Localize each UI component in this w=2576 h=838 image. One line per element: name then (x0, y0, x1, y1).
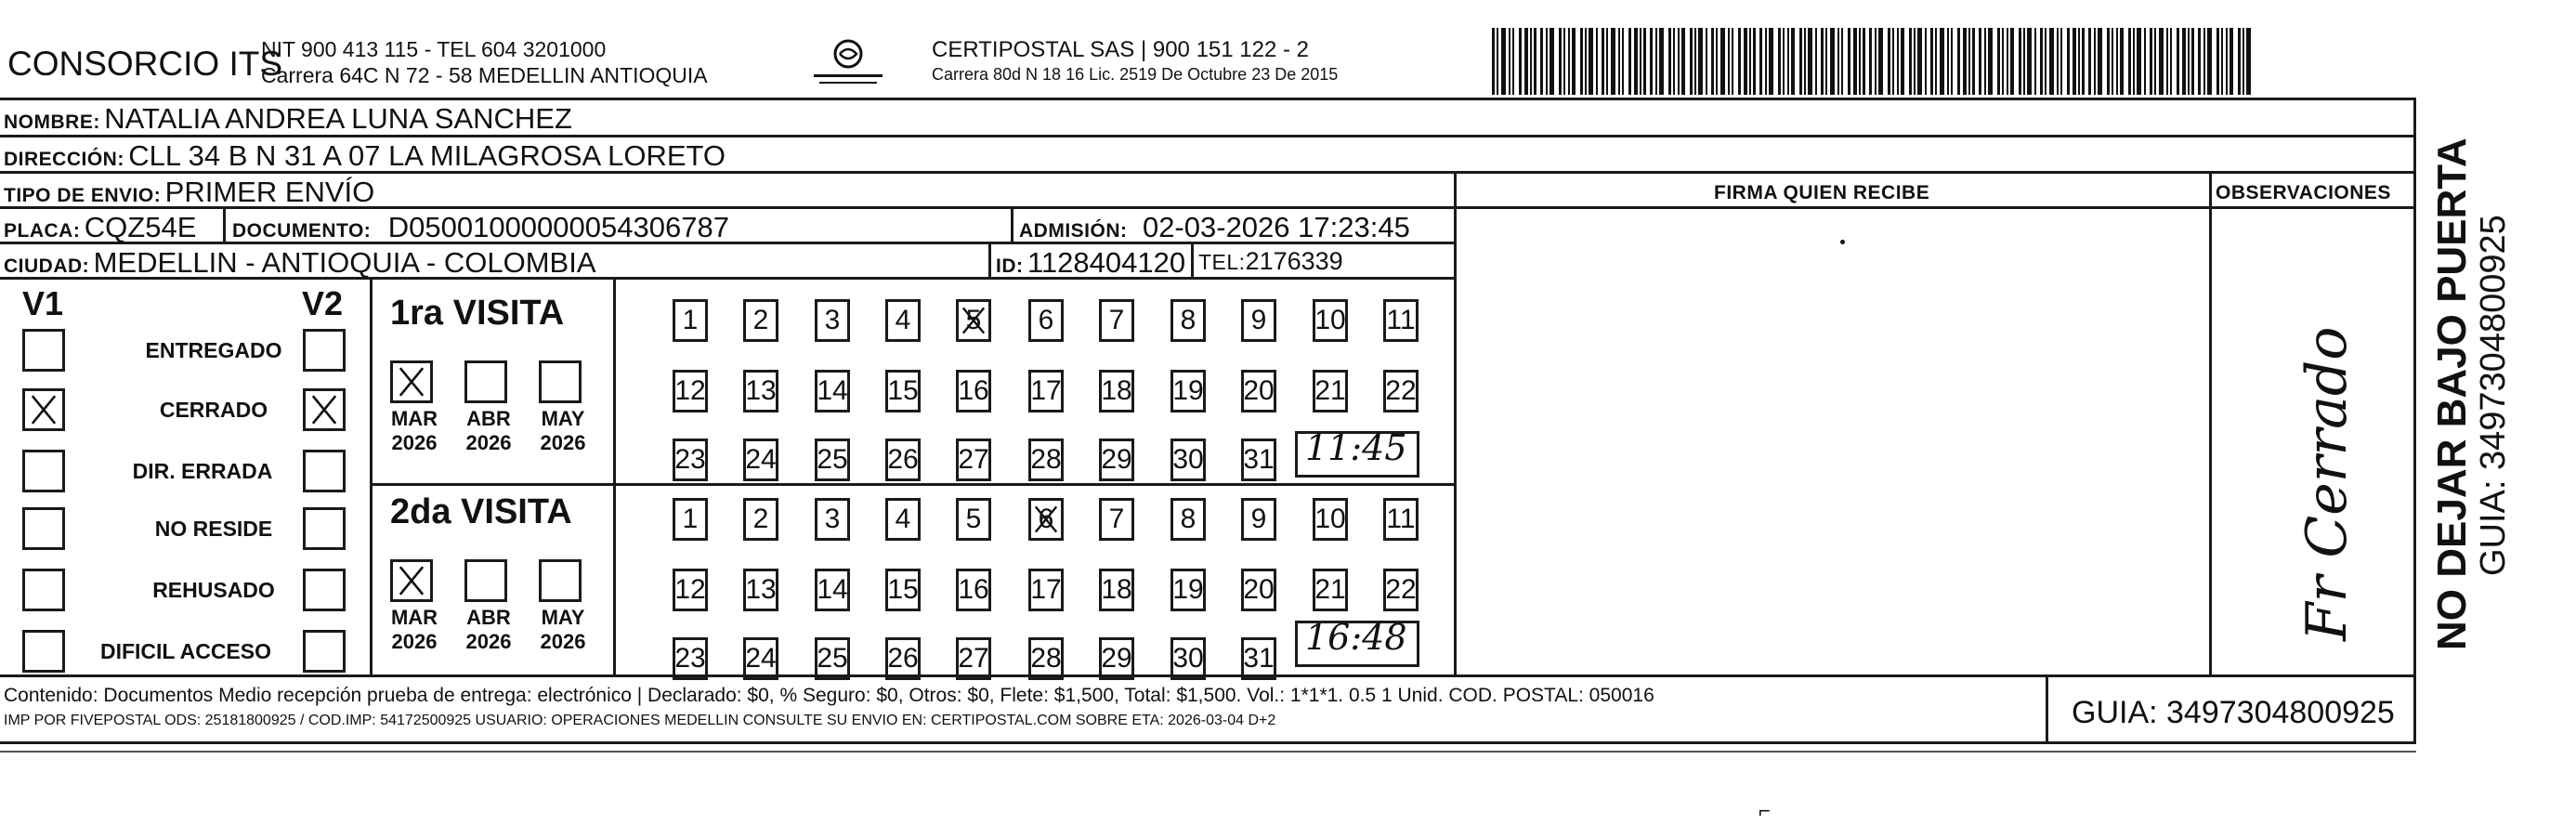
day-box[interactable] (1170, 299, 1206, 342)
nombre-value: NATALIA ANDREA LUNA SANCHEZ (104, 102, 572, 135)
day-box[interactable] (1170, 439, 1206, 481)
day-box[interactable] (1028, 299, 1064, 342)
company-address: Carrera 64C N 72 - 58 MEDELLIN ANTIOQUIA (261, 63, 708, 87)
day-number: 19 (1172, 574, 1204, 605)
day-box[interactable] (1313, 498, 1348, 541)
direccion-row (4, 139, 726, 173)
day-number: 8 (1180, 504, 1196, 534)
day-box[interactable] (743, 569, 778, 611)
day-box[interactable] (1099, 498, 1134, 541)
day-check-mark (959, 302, 988, 339)
day-number: 21 (1314, 574, 1346, 605)
day-number: 6 (1038, 504, 1054, 534)
day-number: 27 (958, 643, 989, 674)
status-checkbox-v1[interactable] (22, 450, 65, 492)
day-box[interactable] (1028, 498, 1064, 541)
day-box[interactable] (815, 498, 850, 541)
documento-label: DOCUMENTO: (232, 220, 372, 242)
day-box[interactable] (956, 569, 991, 611)
day-number: 19 (1172, 375, 1204, 406)
day-number: 10 (1314, 504, 1346, 534)
observaciones-handwritten: Fr Cerrado (2295, 326, 2360, 641)
day-check-mark (1031, 501, 1061, 538)
day-number: 24 (745, 643, 777, 674)
day-number: 22 (1385, 375, 1417, 406)
day-number: 20 (1243, 375, 1275, 406)
placa-value: CQZ54E (84, 211, 197, 243)
side-guia: GUIA: 3497304800925 (2474, 215, 2513, 576)
firma-mark (1840, 240, 1845, 244)
day-number: 5 (965, 504, 982, 534)
month-checkbox[interactable] (464, 559, 507, 602)
documento-cell (232, 211, 729, 244)
direccion-label: DIRECCIÓN: (4, 149, 124, 170)
day-number: 3 (824, 504, 841, 534)
day-number: 29 (1101, 444, 1132, 475)
day-number: 25 (817, 444, 848, 475)
month-checkbox[interactable] (390, 360, 433, 403)
day-box[interactable] (1383, 498, 1419, 541)
day-number: 25 (817, 643, 848, 674)
day-number: 7 (1108, 504, 1125, 534)
tel-value: 2176339 (1245, 247, 1343, 275)
day-number: 18 (1101, 375, 1132, 406)
day-box[interactable] (743, 299, 778, 342)
status-label: NO RESIDE (154, 517, 273, 541)
day-box[interactable] (815, 439, 850, 481)
day-box[interactable] (885, 637, 921, 680)
status-checkbox-v1[interactable] (22, 569, 65, 611)
day-number: 23 (674, 643, 706, 674)
day-number: 9 (1250, 305, 1267, 335)
day-number: 28 (1030, 444, 1062, 475)
ciudad-cell (4, 246, 596, 280)
status-label: CERRADO (159, 398, 268, 422)
day-number: 16 (958, 375, 989, 406)
direccion-value: CLL 34 B N 31 A 07 LA MILAGROSA LORETO (128, 139, 726, 172)
carrier-line-1: CERTIPOSTAL SAS | 900 151 122 - 2 (932, 37, 1309, 62)
day-box[interactable] (673, 299, 708, 342)
status-checkbox-v2[interactable] (303, 569, 346, 611)
status-checkbox-v2[interactable] (303, 630, 346, 673)
month-checkbox[interactable] (539, 559, 582, 602)
v2-label: V2 (302, 284, 344, 322)
admision-value: 02-03-2026 17:23:45 (1142, 211, 1410, 243)
day-box[interactable] (743, 439, 778, 481)
status-label: DIFICIL ACCESO (99, 639, 271, 663)
id-value: 1128404120 (1026, 246, 1186, 279)
nombre-label: NOMBRE: (4, 111, 100, 133)
day-number: 14 (817, 574, 848, 605)
day-box[interactable] (1028, 370, 1064, 412)
day-box[interactable] (743, 637, 778, 680)
day-box[interactable] (815, 370, 850, 412)
day-number: 12 (674, 574, 706, 605)
day-number: 21 (1314, 375, 1346, 406)
day-number: 9 (1250, 504, 1267, 534)
day-box[interactable] (885, 498, 921, 541)
day-box[interactable] (815, 299, 850, 342)
day-number: 11 (1386, 504, 1416, 534)
month-year: 2026 (391, 431, 438, 454)
day-number: 30 (1172, 444, 1204, 475)
day-number: 30 (1172, 643, 1204, 674)
first-time-handwritten: 11:45 (1305, 427, 1407, 468)
day-number: 22 (1385, 574, 1417, 605)
day-box[interactable] (1313, 299, 1348, 342)
observaciones-label: OBSERVACIONES (2216, 182, 2391, 203)
day-box[interactable] (1383, 299, 1419, 342)
month-year: 2026 (540, 630, 586, 653)
nombre-row (4, 102, 572, 136)
day-number: 27 (958, 444, 989, 475)
day-box[interactable] (1028, 569, 1064, 611)
second-time-handwritten: 16:48 (1305, 617, 1407, 658)
day-box[interactable] (1028, 637, 1064, 680)
status-checkbox-v2[interactable] (303, 507, 346, 550)
scan-mark: ⌐ (1759, 799, 1771, 822)
ciudad-label: CIUDAD: (4, 255, 90, 277)
day-number: 17 (1030, 574, 1062, 605)
month-label: ABR (466, 407, 511, 430)
month-checkbox[interactable] (539, 360, 582, 403)
month-label: MAR (390, 606, 438, 629)
day-box[interactable] (956, 637, 991, 680)
admision-label: ADMISIÓN: (1019, 220, 1128, 242)
status-checkbox-v2[interactable] (303, 388, 346, 431)
day-number: 6 (1038, 305, 1054, 335)
day-box[interactable] (885, 299, 921, 342)
carrier-line-2: Carrera 80d N 18 16 Lic. 2519 De Octubre 23 De 2015 (932, 65, 1339, 84)
tipo-envio-value: PRIMER ENVÍO (164, 176, 375, 208)
day-number: 16 (958, 574, 989, 605)
status-checkbox-v1[interactable] (22, 329, 65, 372)
day-box[interactable] (885, 439, 921, 481)
day-number: 1 (682, 305, 699, 335)
footer-imp: IMP POR FIVEPOSTAL ODS: 25181800925 / COD.IMP: 54172500925 USUARIO: OPERACIONES MEDELLIN CONSULTE SU ENVIO EN: CERTIPOSTAL.COM SOBRE ETA: 2026-03-04 D+2 (4, 713, 1276, 728)
day-number: 2 (752, 305, 769, 335)
day-box[interactable] (1383, 569, 1419, 611)
day-box[interactable] (673, 439, 708, 481)
day-box[interactable] (1241, 439, 1276, 481)
first-visit-label: 1ra VISITA (390, 294, 565, 333)
status-label: DIR. ERRADA (132, 459, 273, 483)
day-box[interactable] (1383, 370, 1419, 412)
second-visit-label: 2da VISITA (390, 492, 572, 531)
day-number: 24 (745, 444, 777, 475)
placa-label: PLACA: (4, 220, 81, 242)
month-checkbox[interactable] (464, 360, 507, 403)
day-box[interactable] (1241, 299, 1276, 342)
day-box[interactable] (1170, 498, 1206, 541)
v1-label: V1 (22, 284, 64, 322)
id-label: ID: (996, 255, 1024, 277)
day-number: 10 (1314, 305, 1346, 335)
month-label: MAY (541, 606, 585, 629)
day-number: 20 (1243, 574, 1275, 605)
certipostal-logo (806, 35, 890, 93)
footer-contenido: Contenido: Documentos Medio recepción prueba de entrega: electrónico | Declarado: $0, % Seguro: $0, Otros: $0, Flete: $1,500, Total: $1,500. Vol.: 1*1*1. 0.5 1 Unid. COD. POSTAL: 050016 (4, 685, 1654, 706)
tel-label: TEL: (1198, 250, 1246, 274)
day-number: 14 (817, 375, 848, 406)
day-number: 26 (887, 643, 919, 674)
id-cell (996, 246, 1185, 280)
day-number: 3 (824, 305, 841, 335)
day-box[interactable] (956, 370, 991, 412)
day-box[interactable] (1099, 637, 1134, 680)
day-number: 13 (745, 574, 777, 605)
day-box[interactable] (1313, 569, 1348, 611)
day-box[interactable] (673, 637, 708, 680)
day-number: 1 (682, 504, 699, 534)
day-number: 18 (1101, 574, 1132, 605)
month-checkbox[interactable] (390, 559, 433, 602)
day-box[interactable] (743, 498, 778, 541)
company-nit: NIT 900 413 115 - TEL 604 3201000 (261, 37, 607, 61)
day-box[interactable] (956, 498, 991, 541)
day-box[interactable] (956, 299, 991, 342)
tel-cell (1198, 247, 1343, 276)
status-checkbox-v1[interactable] (22, 388, 65, 431)
day-box[interactable] (815, 569, 850, 611)
day-box[interactable] (1099, 370, 1134, 412)
day-number: 4 (895, 305, 911, 335)
status-checkbox-v1[interactable] (22, 507, 65, 550)
barcode (1492, 28, 2254, 95)
day-number: 28 (1030, 643, 1062, 674)
footer-guia: GUIA: 3497304800925 (2072, 695, 2395, 730)
day-box[interactable] (1170, 637, 1206, 680)
day-number: 12 (674, 375, 706, 406)
month-label: MAR (390, 407, 438, 430)
day-number: 5 (965, 305, 982, 335)
status-label: ENTREGADO (145, 338, 282, 362)
day-box[interactable] (1099, 439, 1134, 481)
month-year: 2026 (465, 431, 512, 454)
day-box[interactable] (1099, 299, 1134, 342)
day-box[interactable] (1313, 370, 1348, 412)
day-box[interactable] (1241, 498, 1276, 541)
day-number: 15 (887, 574, 919, 605)
day-box[interactable] (673, 498, 708, 541)
day-box[interactable] (1099, 569, 1134, 611)
day-number: 31 (1243, 444, 1275, 475)
firma-label: FIRMA QUIEN RECIBE (1714, 182, 1930, 203)
day-box[interactable] (1241, 637, 1276, 680)
day-box[interactable] (885, 370, 921, 412)
company-name: CONSORCIO ITS (7, 45, 283, 83)
month-label: MAY (541, 407, 585, 430)
day-box[interactable] (743, 370, 778, 412)
admision-cell (1019, 211, 1410, 244)
day-number: 13 (745, 375, 777, 406)
month-year: 2026 (465, 630, 512, 653)
day-number: 31 (1243, 643, 1275, 674)
day-box[interactable] (1028, 439, 1064, 481)
day-box[interactable] (815, 637, 850, 680)
day-number: 7 (1108, 305, 1125, 335)
status-checkbox-v2[interactable] (303, 329, 346, 372)
month-label: ABR (466, 606, 511, 629)
day-number: 11 (1386, 305, 1416, 335)
documento-value: D05001000000054306787 (387, 211, 729, 243)
ciudad-value: MEDELLIN - ANTIOQUIA - COLOMBIA (93, 246, 596, 279)
status-checkbox-v1[interactable] (22, 630, 65, 673)
day-box[interactable] (1241, 569, 1276, 611)
month-year: 2026 (391, 630, 438, 653)
day-number: 8 (1180, 305, 1196, 335)
day-box[interactable] (956, 439, 991, 481)
day-number: 2 (752, 504, 769, 534)
day-number: 29 (1101, 643, 1132, 674)
status-checkbox-v2[interactable] (303, 450, 346, 492)
side-warning: NO DEJAR BAJO PUERTA (2429, 137, 2475, 650)
month-year: 2026 (540, 431, 586, 454)
day-box[interactable] (1241, 370, 1276, 412)
day-box[interactable] (673, 370, 708, 412)
day-box[interactable] (1170, 569, 1206, 611)
day-box[interactable] (1170, 370, 1206, 412)
day-number: 4 (895, 504, 911, 534)
day-number: 26 (887, 444, 919, 475)
tipo-envio-row (4, 176, 374, 209)
day-number: 15 (887, 375, 919, 406)
day-box[interactable] (885, 569, 921, 611)
tipo-envio-label: TIPO DE ENVIO: (4, 185, 162, 206)
day-box[interactable] (673, 569, 708, 611)
day-number: 17 (1030, 375, 1062, 406)
status-label: REHUSADO (152, 578, 275, 602)
day-number: 23 (674, 444, 706, 475)
placa-cell (4, 211, 196, 244)
